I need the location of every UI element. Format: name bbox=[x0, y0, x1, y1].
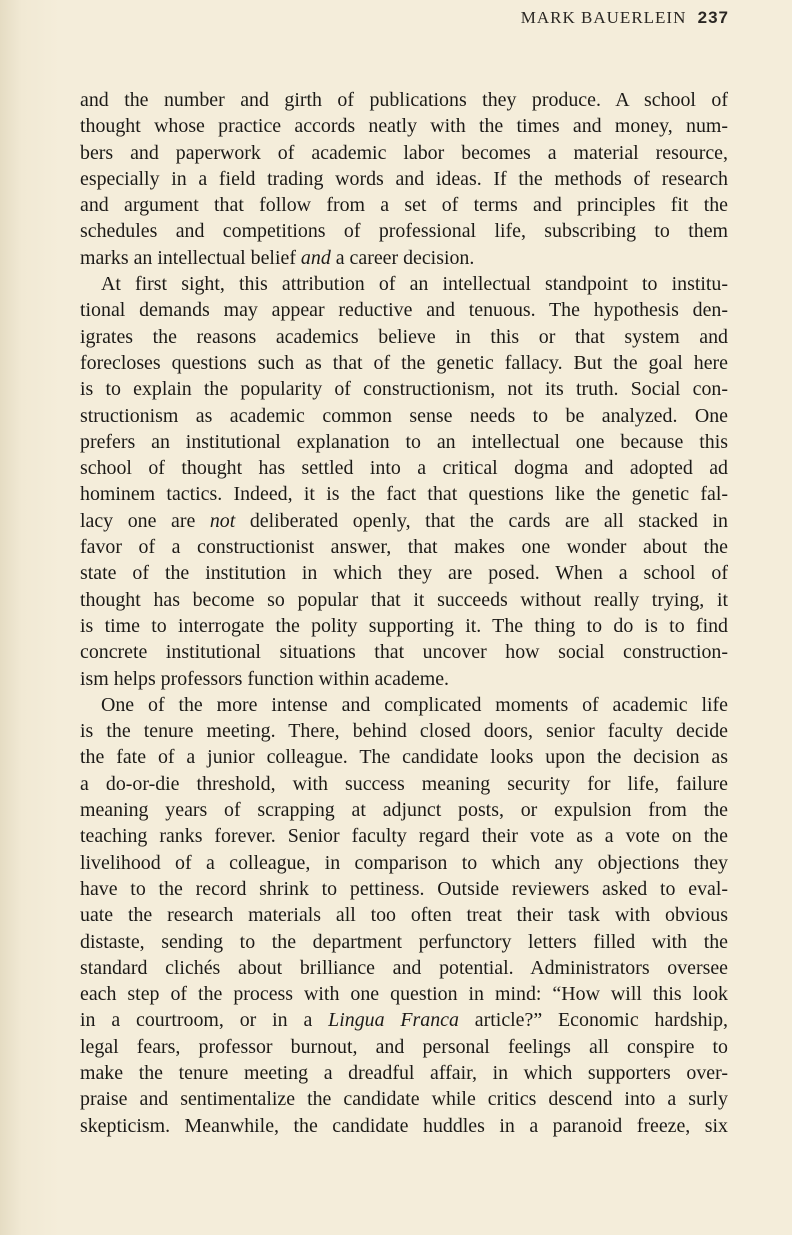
text-line: livelihood of a colleague, in comparison to which any objections they bbox=[80, 851, 728, 874]
text-line: thought has become so popular that it succeeds without really trying, it bbox=[80, 588, 728, 611]
running-head-author: MARK BAUERLEIN bbox=[520, 8, 687, 27]
text-line: is time to interrogate the polity supporting it. The thing to do is to find bbox=[80, 614, 728, 637]
page-number: 237 bbox=[697, 8, 729, 27]
text-line: praise and sentimentalize the candidate while critics descend into a surly bbox=[80, 1088, 728, 1111]
text-line: standard clichés about brilliance and potential. Administrators oversee bbox=[80, 956, 728, 979]
text-line: igrates the reasons academics believe in this or that system and bbox=[80, 325, 728, 348]
text-line: teaching ranks forever. Senior faculty regard their vote as a vote on the bbox=[80, 825, 728, 848]
italic-text: not bbox=[209, 509, 236, 532]
text-line: the fate of a junior colleague. The candidate looks upon the decision as bbox=[80, 746, 728, 769]
paragraph bbox=[80, 692, 728, 1139]
text-line: At first sight, this attribution of an intellectual standpoint to institu- bbox=[101, 273, 728, 296]
text-line: especially in a field trading words and ideas. If the methods of research bbox=[80, 167, 728, 190]
paragraph bbox=[80, 87, 728, 271]
text-line: structionism as academic common sense needs to be analyzed. One bbox=[80, 404, 728, 427]
italic-text: Lingua Franca bbox=[328, 1009, 459, 1032]
text-line: forecloses questions such as that of the genetic fallacy. But the goal here bbox=[80, 351, 728, 374]
text-line: distaste, sending to the department perfunctory letters filled with the bbox=[80, 930, 728, 953]
text-line: concrete institutional situations that uncover how social construction- bbox=[80, 641, 728, 664]
text-line: each step of the process with one question in mind: “How will this look bbox=[80, 983, 728, 1006]
paragraph bbox=[80, 271, 728, 692]
body-text bbox=[80, 87, 728, 1139]
text-line: thought whose practice accords neatly with the times and money, num- bbox=[80, 115, 728, 138]
text-line: favor of a constructionist answer, that makes one wonder about the bbox=[80, 536, 728, 559]
text-line: make the tenure meeting a dreadful affair, in which supporters over- bbox=[80, 1061, 728, 1084]
text-line: legal fears, professor burnout, and personal feelings all conspire to bbox=[80, 1035, 728, 1058]
text-line: uate the research materials all too often treat their task with obvious bbox=[80, 904, 728, 927]
text-line: bers and paperwork of academic labor becomes a material resource, bbox=[80, 141, 728, 164]
text-line: and the number and girth of publications they produce. A school of bbox=[80, 89, 728, 111]
text-line: hominem tactics. Indeed, it is the fact that questions like the genetic fal- bbox=[80, 483, 728, 506]
text-line: meaning years of scrapping at adjunct posts, or expulsion from the bbox=[80, 799, 728, 822]
text-line: schedules and competitions of professional life, subscribing to them bbox=[80, 220, 728, 243]
text-line: is the tenure meeting. There, behind closed doors, senior faculty decide bbox=[80, 720, 728, 743]
running-head bbox=[521, 8, 729, 28]
text-line: and argument that follow from a set of terms and principles fit the bbox=[80, 194, 728, 217]
text-line: in a courtroom, or in a Lingua Franca article?” Economic hardship, bbox=[80, 1009, 728, 1032]
text-line: lacy one are not deliberated openly, that the cards are all stacked in bbox=[80, 509, 728, 532]
text-line: state of the institution in which they are posed. When a school of bbox=[80, 562, 728, 585]
text-line: One of the more intense and complicated moments of academic life bbox=[101, 693, 728, 716]
text-line: skepticism. Meanwhile, the candidate huddles in a paranoid freeze, six bbox=[80, 1114, 728, 1137]
text-line: school of thought has settled into a critical dogma and adopted ad bbox=[80, 457, 728, 480]
text-line: marks an intellectual belief and a career decision. bbox=[80, 246, 475, 269]
text-line: tional demands may appear reductive and tenuous. The hypothesis den- bbox=[80, 299, 728, 322]
italic-text: and bbox=[300, 246, 331, 269]
text-line: prefers an institutional explanation to an intellectual one because this bbox=[80, 430, 728, 453]
text-line: ism helps professors function within academe. bbox=[80, 667, 449, 690]
text-line: a do-or-die threshold, with success meaning security for life, failure bbox=[80, 772, 728, 795]
text-line: is to explain the popularity of constructionism, not its truth. Social con- bbox=[80, 378, 728, 401]
text-line: have to the record shrink to pettiness. Outside reviewers asked to eval- bbox=[80, 877, 728, 900]
